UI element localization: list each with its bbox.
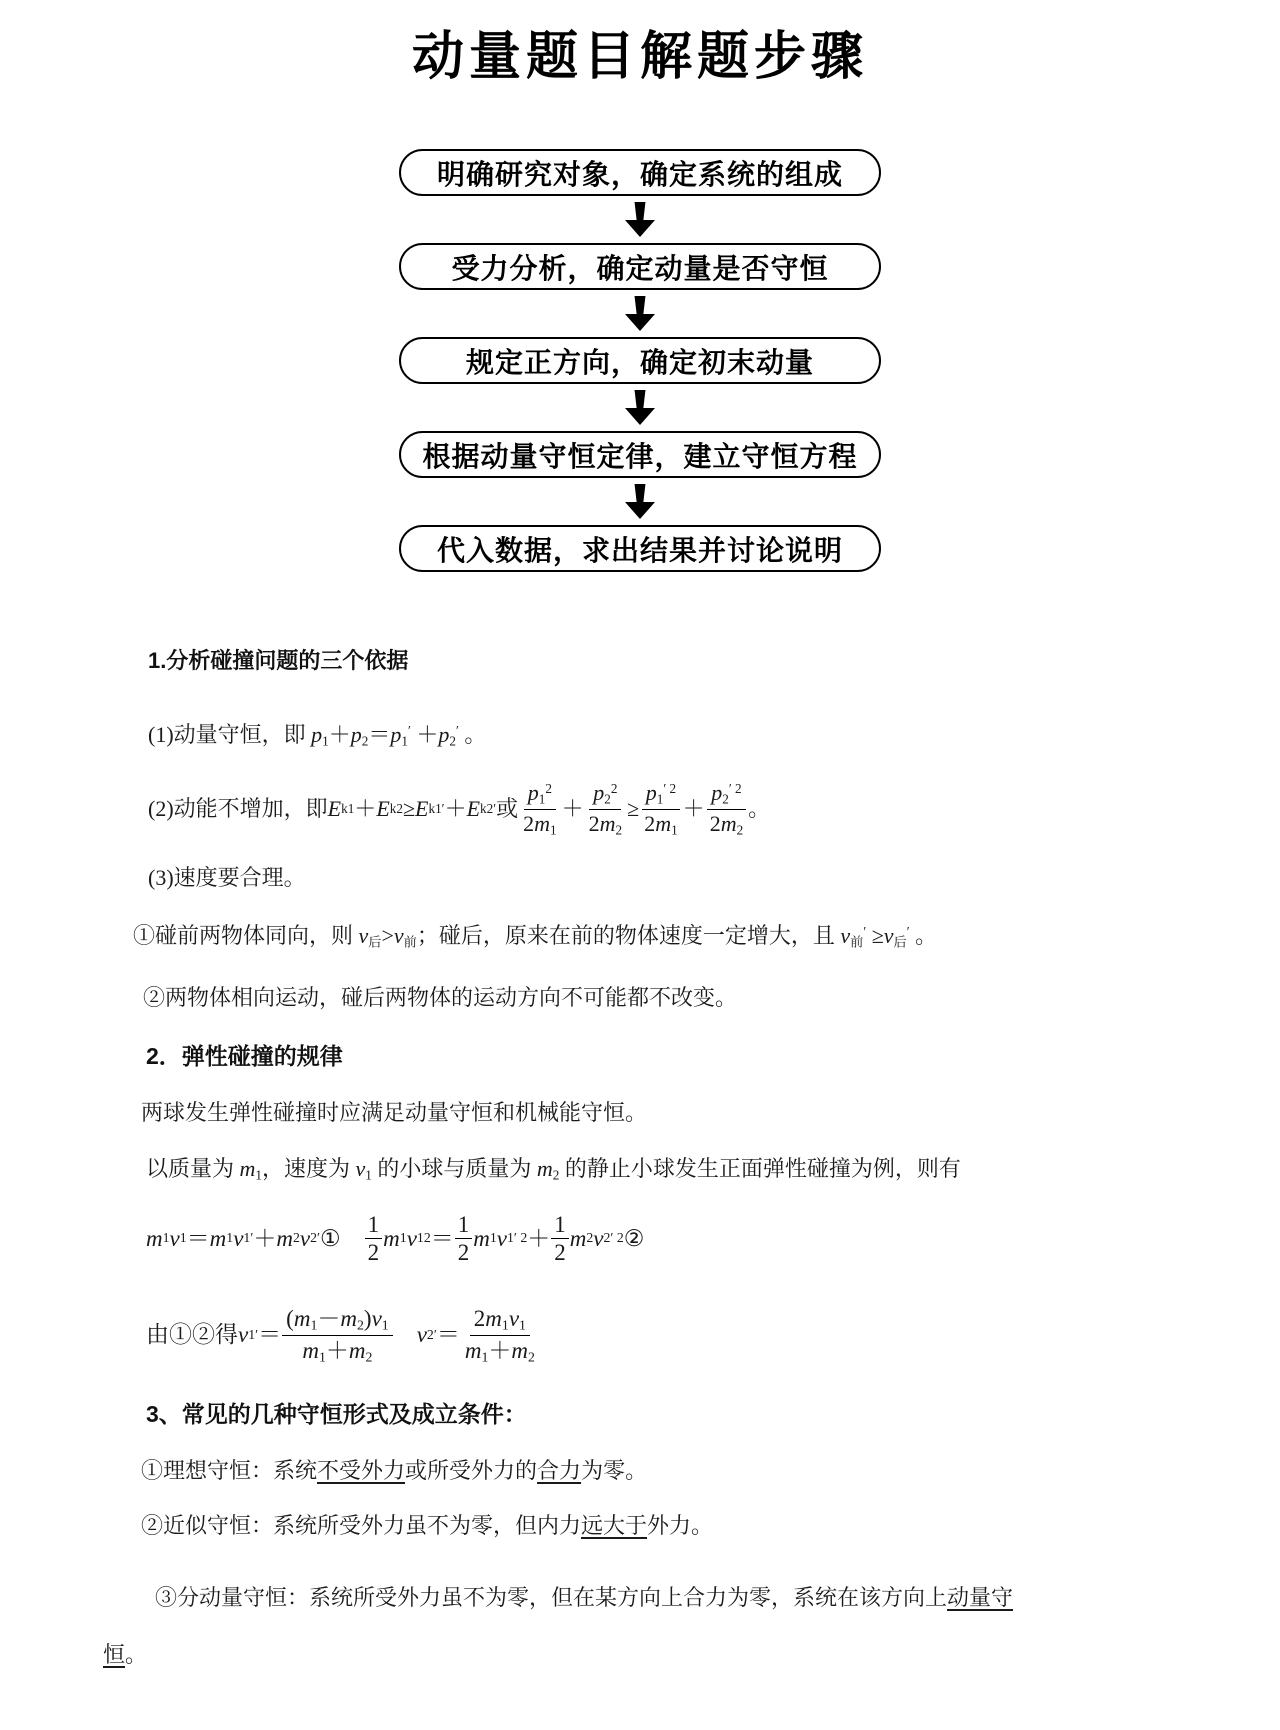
flow-step-5: 代入数据，求出结果并讨论说明 — [399, 525, 881, 572]
formula-equations-1-2: m 1 v 1 ＝ m 1 v 1 ′ ＋ m 2 v 2 ′ ① $\frac{1}{2}$ m 1 v 1 2 ＝ $\frac{1}{2}$ m 1 v 1 ′ 2 ＋ $\frac{1}{2}$ m 2 v 2 ′ 2 ② — [146, 1211, 645, 1266]
formula-momentum-conservation: (1)动量守恒，即 p1＋p2＝p1′ ＋p2′ 。 — [148, 721, 487, 748]
formula-solution: 由①②得 v 1 ′ ＝ $\frac{(m1-m2)v1}{m1+m2}$ v 2 ′ ＝ $\frac{2m1v1}{m1+m2}$ — [146, 1306, 535, 1365]
section-2-heading: 2．弹性碰撞的规律 — [146, 1042, 343, 1069]
arrow-head — [625, 408, 655, 425]
arrow-head — [625, 314, 655, 331]
formula-kinetic-energy: (2)动能不增加，即 E k1 ＋ E k2 ≥ E k1 ′ ＋ E k2 ′ 或 $\frac{p1^2}{2m1}$ ＋ $\frac{p2^2}{2m2}$ ≥ $\frac{p1^{' 2}}{2m1}$ ＋ $\frac{p2^{' 2}}{2m2}$ 。 — [148, 779, 771, 837]
flow-arrow-down-icon — [625, 290, 655, 337]
flow-arrow-down-icon — [625, 384, 655, 431]
arrow-stem — [634, 484, 647, 502]
elastic-collision-intro: 两球发生弹性碰撞时应满足动量守恒和机械能守恒。 — [141, 1099, 648, 1125]
flow-arrow-down-icon — [625, 196, 655, 243]
note-opposite-direction: ②两物体相向运动，碰后两物体的运动方向不可能都不改变。 — [143, 985, 738, 1011]
document-body — [0, 646, 1280, 1683]
arrow-stem — [634, 296, 647, 314]
page-title: 动量题目解题步骤 — [411, 28, 868, 86]
flow-step-3: 规定正方向，确定初末动量 — [399, 337, 881, 384]
flowchart — [0, 149, 1280, 572]
note-same-direction: ①碰前两物体同向，则 v后>v前；碰后，原来在前的物体速度一定增大，且 v前′ ≥v后′ 。 — [133, 923, 938, 950]
arrow-stem — [634, 390, 647, 408]
rule-velocity-reasonable: (3)速度要合理。 — [148, 865, 306, 891]
flow-step-4: 根据动量守恒定律，建立守恒方程 — [399, 431, 881, 478]
arrow-stem — [634, 202, 647, 220]
conservation-approximate: ②近似守恒：系统所受外力虽不为零，但内力远大于外力。 — [141, 1513, 714, 1539]
section-3-heading: 3、常见的几种守恒形式及成立条件： — [146, 1400, 527, 1427]
section-1-heading: 1.分析碰撞问题的三个依据 — [148, 648, 409, 673]
conservation-ideal: ①理想守恒：系统不受外力或所受外力的合力为零。 — [141, 1457, 648, 1483]
arrow-head — [625, 220, 655, 237]
elastic-collision-example: 以质量为 m1，速度为 v1 的小球与质量为 m2 的静止小球发生正面弹性碰撞为例，则有 — [146, 1155, 961, 1182]
flow-step-1: 明确研究对象，确定系统的组成 — [399, 149, 881, 196]
flow-arrow-down-icon — [625, 478, 655, 525]
conservation-component: ③分动量守恒：系统所受外力虽不为零，但在某方向上合力为零，系统在该方向上动量守恒。 — [103, 1584, 1014, 1668]
flow-step-2: 受力分析，确定动量是否守恒 — [399, 243, 881, 290]
arrow-head — [625, 502, 655, 519]
